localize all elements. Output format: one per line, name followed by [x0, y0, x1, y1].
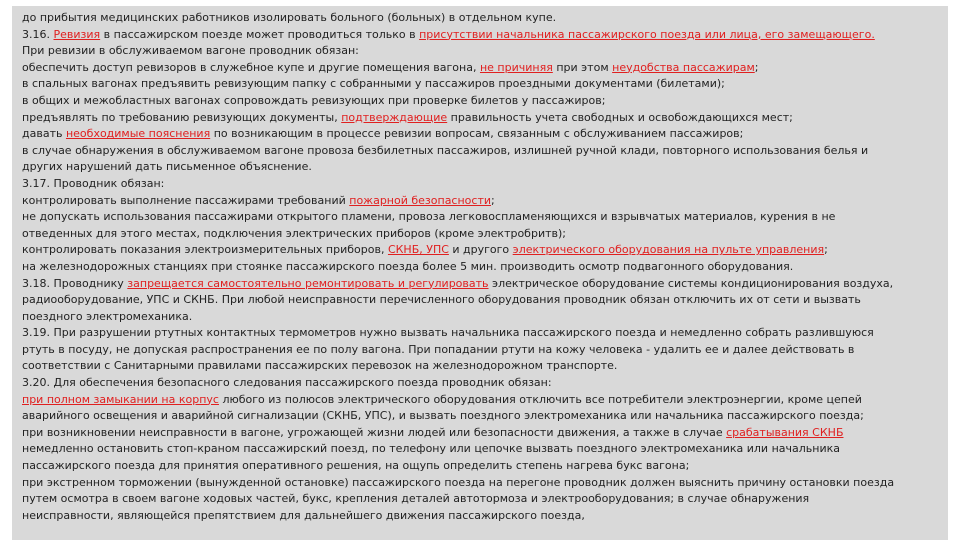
- text-segment: ртуть в посуду, не допуская распространения ее по полу вагона. При попадании ртути на кожу человека - удалить ее и далее действовать в: [22, 342, 855, 356]
- text-line: [22, 110, 940, 127]
- text-line: [22, 458, 940, 475]
- text-segment: путем осмотра в своем вагоне ходовых частей, букс, крепления деталей автотормоза и электрооборудования; в случае обнаружения: [22, 492, 810, 506]
- text-line: [22, 309, 940, 326]
- highlighted-term: запрещается самостоятельно ремонтировать и регулировать: [127, 276, 489, 290]
- text-line: [22, 43, 940, 60]
- text-segment: предъявлять по требованию ревизующих документы,: [22, 110, 342, 124]
- text-segment: радиооборудование, УПС и СКНБ. При любой неисправности перечисленного оборудования проводник обязан отключить их от сети и вызвать: [22, 293, 861, 307]
- highlighted-term: при полном замыкании на корпус: [22, 392, 219, 406]
- text-segment: При ревизии в обслуживаемом вагоне проводник обязан:: [22, 44, 359, 58]
- text-segment: отведенных для этого местах, подключения электрических приборов (кроме электробритв);: [22, 226, 566, 240]
- document-page: [12, 6, 948, 540]
- text-segment: давать: [22, 127, 66, 141]
- text-segment: в пассажирском поезде может проводиться только в: [100, 27, 420, 41]
- text-segment: 3.17. Проводник обязан:: [22, 176, 165, 190]
- text-line: [22, 491, 940, 508]
- text-line: [22, 425, 940, 442]
- text-line: [22, 60, 940, 77]
- text-line: [22, 292, 940, 309]
- text-line: [22, 176, 940, 193]
- highlighted-term: присутствии начальника пассажирского поезда или лица, его замещающего.: [419, 27, 875, 41]
- text-line: [22, 193, 940, 210]
- text-line: [22, 392, 940, 409]
- text-line: [22, 242, 940, 259]
- text-segment: правильность учета свободных и освобождающихся мест;: [447, 110, 793, 124]
- text-line: [22, 126, 940, 143]
- text-segment: по возникающим в процессе ревизии вопросам, связанным с обслуживанием пассажиров;: [210, 127, 744, 141]
- highlighted-term: подтверждающие: [341, 110, 448, 124]
- text-segment: других нарушений дать письменное объяснение.: [22, 160, 312, 174]
- text-line: [22, 259, 940, 276]
- text-line: [22, 226, 940, 243]
- text-segment: 3.20. Для обеспечения безопасного следования пассажирского поезда проводник обязан:: [22, 376, 552, 390]
- text-segment: не допускать использования пассажирами открытого пламени, провоза легковоспламеняющихся и взрывчатых материалов, курения в не: [22, 210, 836, 224]
- text-segment: пассажирского поезда для принятия оперативного решения, на ощупь определить степень нагрева букс вагона;: [22, 459, 690, 473]
- text-segment: 3.16.: [22, 27, 54, 41]
- text-line: [22, 143, 940, 160]
- text-segment: обеспечить доступ ревизоров в служебное купе и другие помещения вагона,: [22, 60, 480, 74]
- text-line: [22, 93, 940, 110]
- text-line: [22, 325, 940, 342]
- text-segment: соответствии с Санитарными правилами пассажирских перевозок на железнодорожном транспорте.: [22, 359, 618, 373]
- text-segment: и другого: [448, 243, 513, 257]
- text-segment: ;: [754, 60, 759, 74]
- text-line: [22, 76, 940, 93]
- text-line: [22, 475, 940, 492]
- text-segment: до прибытия медицинских работников изолировать больного (больных) в отдельном купе.: [22, 11, 557, 24]
- highlighted-term: необходимые пояснения: [65, 127, 211, 141]
- text-segment: в общих и межобластных вагонах сопровождать ревизующих при проверке билетов у пассажиров;: [22, 93, 606, 107]
- text-segment: при экстренном торможении (вынужденной остановке) пассажирского поезда на перегоне проводник должен выяснить причину остановки поезда: [22, 475, 895, 489]
- text-segment: при этом: [552, 60, 613, 74]
- text-line: [22, 342, 940, 359]
- text-segment: в случае обнаружения в обслуживаемом вагоне провоза безбилетных пассажиров, излишней ручной клади, повторного использования белья и: [22, 143, 869, 157]
- text-segment: в спальных вагонах предъявить ревизующим папку с собранными у пассажиров проездными документами (билетами);: [22, 77, 725, 91]
- text-segment: поездного электромеханика.: [22, 309, 193, 323]
- highlighted-term: Ревизия: [53, 27, 101, 41]
- text-segment: любого из полюсов электрического оборудования отключить все потребители электроэнергии, кроме цепей: [218, 392, 862, 406]
- text-segment: неисправности, являющейся препятствием для дальнейшего движения пассажирского поезда,: [22, 508, 585, 522]
- text-segment: электрическое оборудование системы кондиционирования воздуха,: [488, 276, 894, 290]
- highlighted-term: не причиняя: [479, 60, 553, 74]
- text-segment: на железнодорожных станциях при стоянке пассажирского поезда более 5 мин. производить осмотр подвагонного оборудования.: [22, 259, 794, 273]
- highlighted-term: СКНБ, УПС: [387, 243, 449, 257]
- text-segment: контролировать показания электроизмерительных приборов,: [22, 243, 388, 257]
- text-segment: 3.18. Проводнику: [22, 276, 128, 290]
- text-segment: ;: [824, 243, 828, 257]
- text-line: [22, 441, 940, 458]
- text-segment: 3.19. При разрушении ртутных контактных термометров нужно вызвать начальника пассажирского поезда и немедленно собрать разлившуюся: [22, 326, 874, 340]
- highlighted-term: электрического оборудования на пульте управления: [512, 243, 825, 257]
- text-line: [22, 10, 940, 27]
- text-line: [22, 276, 940, 293]
- text-line: [22, 209, 940, 226]
- text-line: [22, 159, 940, 176]
- text-segment: при возникновении неисправности в вагоне, угрожающей жизни людей или безопасности движения, а также в случае: [22, 425, 727, 439]
- text-segment: контролировать выполнение пассажирами требований: [22, 193, 350, 207]
- text-line: [22, 27, 940, 44]
- highlighted-term: срабатывания СКНБ: [726, 425, 844, 439]
- text-line: [22, 508, 940, 525]
- text-line: [22, 358, 940, 375]
- text-line: [22, 375, 940, 392]
- text-segment: аварийного освещения и аварийной сигнализации (СКНБ, УПС), и вызвать поездного электромеханика или начальника пассажирского поезда;: [22, 409, 864, 423]
- highlighted-term: пожарной безопасности: [349, 193, 492, 207]
- text-line: [22, 408, 940, 425]
- text-segment: немедленно остановить стоп-краном пассажирский поезд, по телефону или цепочке вызвать поездного электромеханика или начальника: [22, 442, 840, 456]
- highlighted-term: неудобства пассажирам: [612, 60, 755, 74]
- text-segment: ;: [491, 193, 495, 207]
